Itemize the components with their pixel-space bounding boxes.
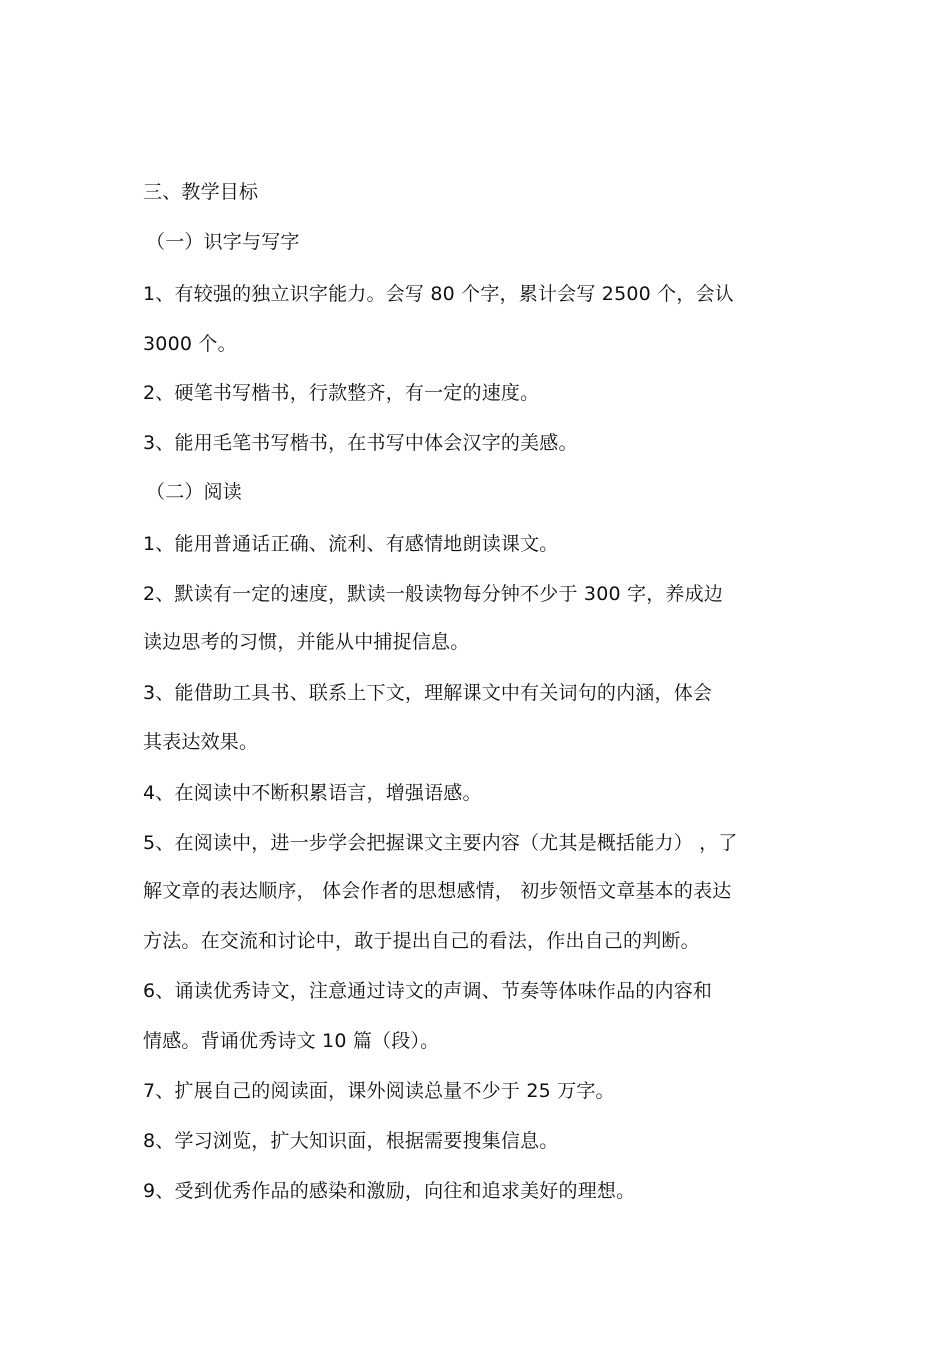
subsection-title-literacy: （一）识字与写字 (146, 231, 300, 253)
paragraph-line: 7、扩展自己的阅读面，课外阅读总量不少于 25 万字。 (143, 1080, 615, 1102)
paragraph-line: 3、能用毛笔书写楷书，在书写中体会汉字的美感。 (143, 432, 578, 454)
paragraph-line: 5、在阅读中，进一步学会把握课文主要内容（尤其是概括能力） ，了 (143, 832, 738, 854)
paragraph-line: 6、诵读优秀诗文，注意通过诗文的声调、节奏等体味作品的内容和 (143, 980, 713, 1002)
paragraph-line: 情感。背诵优秀诗文 10 篇（段）。 (143, 1030, 440, 1052)
paragraph-line: 4、在阅读中不断积累语言，增强语感。 (143, 782, 482, 804)
paragraph-line: 1、有较强的独立识字能力。会写 80 个字，累计会写 2500 个，会认 (143, 283, 734, 305)
paragraph-line: 8、学习浏览，扩大知识面，根据需要搜集信息。 (143, 1130, 559, 1152)
paragraph-line: 方法。在交流和讨论中，敢于提出自己的看法，作出自己的判断。 (143, 930, 700, 952)
paragraph-line: 其表达效果。 (143, 731, 259, 753)
paragraph-line: 9、受到优秀作品的感染和激励，向往和追求美好的理想。 (143, 1180, 636, 1202)
paragraph-line: 3000 个。 (143, 333, 237, 355)
subsection-title-reading: （二）阅读 (146, 481, 243, 503)
paragraph-line: 3、能借助工具书、联系上下文，理解课文中有关词句的内涵，体会 (143, 682, 713, 704)
paragraph-line: 2、硬笔书写楷书，行款整齐，有一定的速度。 (143, 382, 540, 404)
paragraph-line: 2、默读有一定的速度，默读一般读物每分钟不少于 300 字，养成边 (143, 583, 724, 605)
section-heading: 三、教学目标 (143, 181, 259, 203)
paragraph-line: 解文章的表达顺序， 体会作者的思想感情， 初步领悟文章基本的表达 (143, 880, 732, 902)
paragraph-line: 读边思考的习惯，并能从中捕捉信息。 (143, 631, 470, 653)
paragraph-line: 1、能用普通话正确、流利、有感情地朗读课文。 (143, 533, 559, 555)
